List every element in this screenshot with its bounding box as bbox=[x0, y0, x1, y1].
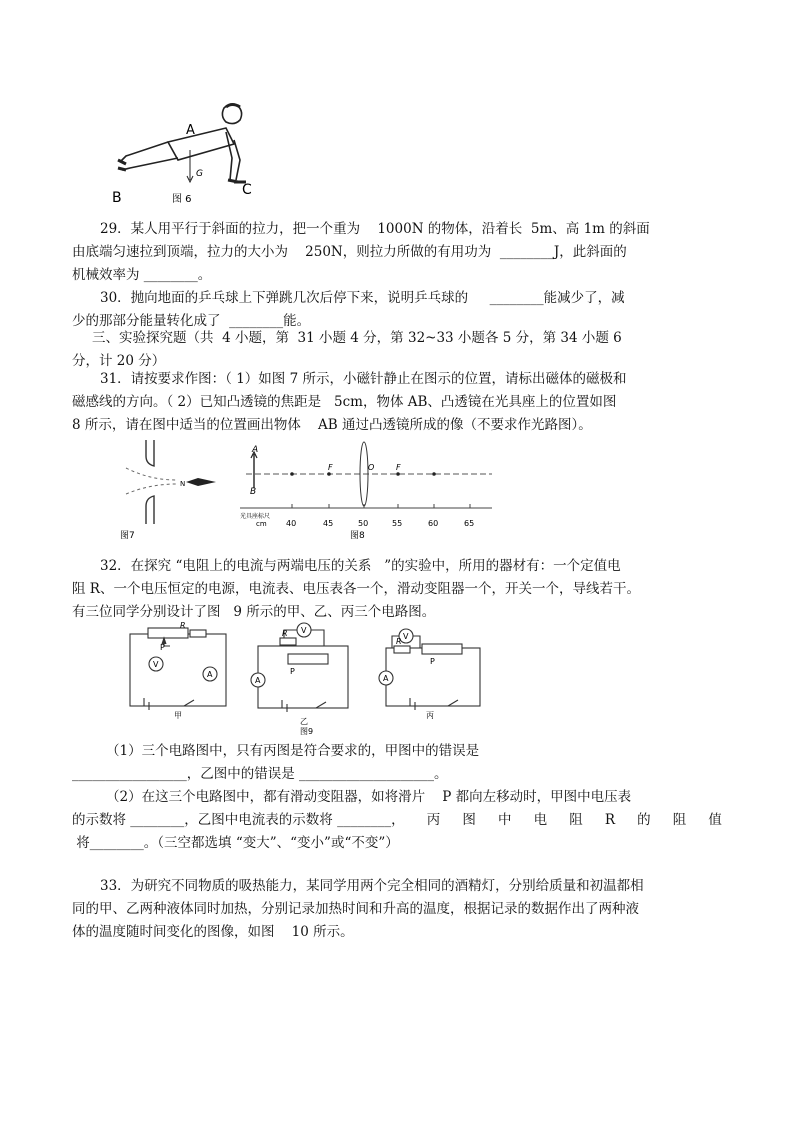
tick-label: 40 bbox=[286, 519, 297, 528]
q32-sub2-line-2 bbox=[72, 809, 722, 832]
circuit-yi bbox=[251, 623, 348, 712]
q29-line-2: 由底端匀速拉到顶端，拉力的大小为 250N，则拉力所做的有用功为 ________J，此斜面的 bbox=[72, 244, 627, 260]
tick-label: 60 bbox=[428, 519, 439, 528]
person-drawing bbox=[118, 104, 246, 182]
fig7-caption: 图7 bbox=[120, 531, 135, 540]
q32-sub2-word: R bbox=[604, 812, 616, 828]
q32-line-2: 阻 R、一个电压恒定的电源，电流表、电压表各一个，滑动变阻器一个，开关一个，导线若干。 bbox=[72, 581, 640, 597]
q32-line-1: 32．在探究 “电阻上的电流与两端电压的关系 ”的实验中，所用的器材有：一个定值电 bbox=[100, 558, 621, 574]
q30-line-2: 少的那部分能量转化成了 ________能。 bbox=[72, 313, 311, 329]
q32-line-3: 有三位同学分别设计了图 9 所示的甲、乙、丙三个电路图。 bbox=[72, 604, 436, 620]
bing-label-v: V bbox=[403, 632, 409, 641]
section-3-line-1: 三、实验探究题（共 4 小题，第 31 小题 4 分，第 32~33 小题各 5 分，第 34 小题 6 bbox=[92, 330, 622, 346]
circuit-bing bbox=[379, 629, 480, 710]
bing-name: 丙 bbox=[426, 711, 434, 720]
point-40 bbox=[290, 472, 294, 476]
yi-label-v: V bbox=[301, 626, 307, 635]
point-f-right bbox=[396, 472, 400, 476]
fig6-label-c: C bbox=[242, 182, 252, 198]
q32-sub2-word: 阻 bbox=[672, 812, 687, 828]
bing-label-a: A bbox=[383, 674, 389, 683]
fig6-label-g: G bbox=[196, 169, 203, 179]
yi-name: 乙 bbox=[300, 717, 308, 726]
figure-6 bbox=[108, 98, 268, 208]
fig9-caption: 图9 bbox=[300, 727, 314, 736]
fig6-label-a: A bbox=[186, 123, 195, 138]
question-31 bbox=[72, 368, 722, 437]
fig8-label-f-right: F bbox=[396, 463, 401, 472]
yi-label-r: R bbox=[282, 629, 288, 638]
question-33 bbox=[72, 875, 722, 944]
tick-label: 55 bbox=[392, 519, 403, 528]
q32-sub1-line-1: （1）三个电路图中，只有丙图是符合要求的，甲图中的错误是 bbox=[106, 743, 480, 759]
yi-label-a: A bbox=[255, 676, 261, 685]
q32-sub2-line-3: 将________。（三空都选填 “变大”、“变小”或“不变”） bbox=[72, 835, 399, 851]
q32-sub2-word: 电 bbox=[533, 812, 548, 828]
bing-label-p: P bbox=[430, 657, 435, 666]
figure-9 bbox=[124, 622, 484, 736]
q32-sub2-word: 图 bbox=[462, 812, 476, 828]
jia-name: 甲 bbox=[174, 711, 182, 720]
fig6-caption: 图 6 bbox=[172, 194, 192, 205]
jia-label-p: P bbox=[160, 643, 165, 652]
circuit-jia bbox=[130, 628, 226, 710]
figure-7 bbox=[116, 440, 228, 540]
magnet-top bbox=[146, 440, 154, 466]
q29-line-1: 29．某人用平行于斜面的拉力，把一个重为 1000N 的物体，沿着长 5m、高 1m 的斜面 bbox=[100, 221, 650, 237]
jia-label-r: R bbox=[180, 622, 186, 630]
question-32 bbox=[72, 555, 722, 624]
fig6-label-b: B bbox=[112, 190, 122, 206]
point-60 bbox=[432, 472, 436, 476]
q32-sub2-word: 中 bbox=[497, 812, 512, 828]
q31-line-2: 磁感线的方向。（ 2）已知凸透镜的焦距是 5cm，物体 AB、凸透镜在光具座上的位置如图 bbox=[72, 394, 617, 410]
needle-label: N bbox=[180, 480, 186, 488]
tick-label: 65 bbox=[464, 519, 475, 528]
fig8-caption: 图8 bbox=[350, 531, 365, 541]
q32-sub2-word: 阻 bbox=[569, 812, 583, 828]
fig8-label-o: O bbox=[368, 463, 375, 472]
ruler-unit: cm bbox=[256, 520, 267, 528]
ruler-label: 光具座标尺 bbox=[240, 513, 271, 520]
section-3-heading bbox=[72, 327, 722, 373]
tick-label: 50 bbox=[358, 519, 369, 528]
field-lines bbox=[126, 468, 176, 494]
q31-line-1: 31．请按要求作图：（ 1）如图 7 所示，小磁针静止在图示的位置，请标出磁体的磁极和 bbox=[100, 371, 627, 387]
q32-sub2-line-2-a: 的示数将 ________，乙图中电流表的示数将 ________， bbox=[72, 812, 405, 828]
fig8-label-b: B bbox=[250, 487, 257, 497]
q33-line-2: 同的甲、乙两种液体同时加热，分别记录加热时间和升高的温度，根据记录的数据作出了两种液 bbox=[72, 901, 639, 917]
q29-line-3: 机械效率为 ________。 bbox=[72, 267, 212, 283]
q30-line-1: 30．抛向地面的乒乓球上下弹跳几次后停下来，说明乒乓球的 ________能减少了，减 bbox=[100, 290, 625, 306]
tick-label: 45 bbox=[323, 519, 334, 528]
compass-needle bbox=[186, 478, 216, 486]
fig8-label-a: A bbox=[252, 445, 259, 455]
figure-8 bbox=[236, 438, 496, 542]
question-32-sub bbox=[72, 740, 722, 855]
section-3-line-2: 分，计 20 分） bbox=[72, 353, 166, 369]
q31-line-3: 8 所示，请在图中适当的位置画出物体 AB 通过凸透镜所成的像（不要求作光路图）。 bbox=[72, 417, 592, 433]
jia-label-v: V bbox=[153, 660, 159, 669]
q32-sub2-word: 的 bbox=[637, 812, 651, 828]
bing-label-r: R bbox=[396, 637, 402, 646]
q32-sub1-line-2: _________________，乙图中的错误是 ____________________。 bbox=[72, 766, 448, 782]
point-f-left bbox=[327, 472, 331, 476]
q33-line-3: 体的温度随时间变化的图像，如图 10 所示。 bbox=[72, 924, 354, 940]
jia-label-a: A bbox=[207, 670, 213, 679]
q32-sub2-word: 值 bbox=[708, 812, 722, 828]
q32-sub2-line-1: （2）在这三个电路图中，都有滑动变阻器，如将滑片 P 都向左移动时，甲图中电压表 bbox=[106, 789, 632, 805]
q33-line-1: 33．为研究不同物质的吸热能力，某同学用两个完全相同的酒精灯，分别给质量和初温都相 bbox=[100, 878, 644, 894]
fig8-label-f-left: F bbox=[328, 463, 333, 472]
yi-label-p: P bbox=[290, 667, 295, 676]
q32-sub2-word: 丙 bbox=[426, 812, 441, 828]
magnet-bottom bbox=[146, 496, 154, 524]
question-29 bbox=[72, 218, 722, 287]
